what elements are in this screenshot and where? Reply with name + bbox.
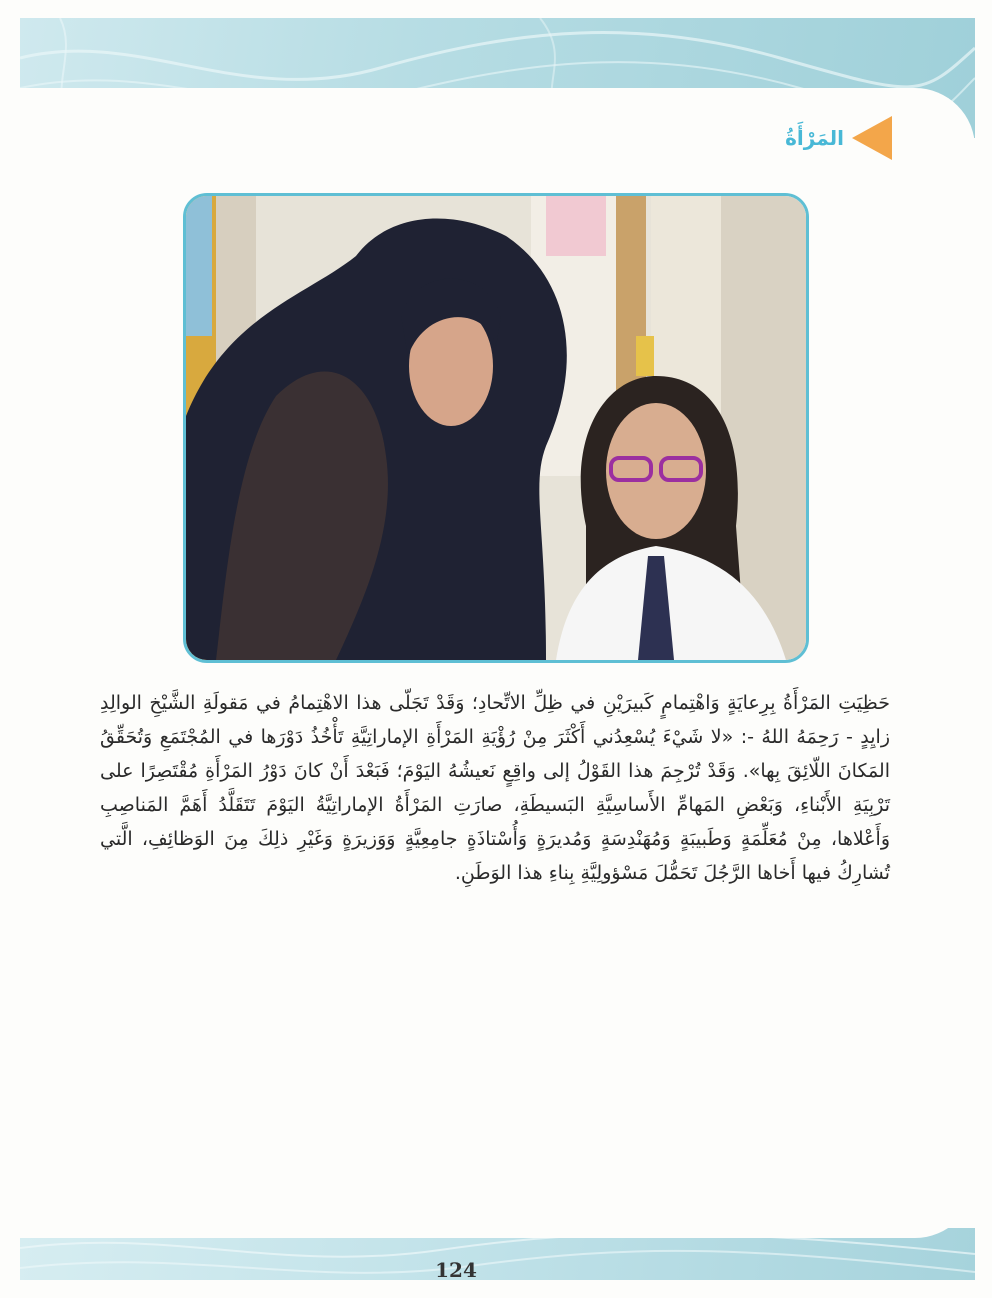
photo-illustration [186,196,806,660]
page-number [0,1258,992,1282]
section-header [785,116,892,160]
page-number-text: 124 [435,1258,477,1282]
orange-triangle-icon [852,116,892,160]
body-paragraph: حَظِيَتِ المَرْأَةُ بِرِعايَةٍ وَاهْتِمامٍ كَبيرَيْنِ في ظِلِّ الاتِّحادِ؛ وَقَدْ تَجَلّى هذا الاهْتِمامُ في مَقولَةِ الشَّيْخِ الوالِدِ زايِدٍ - رَحِمَهُ اللهُ -: «لا شَيْءَ يُسْعِدُني أَكْثَرَ مِنْ رُؤْيَةِ المَرْأَةِ الإماراتِيَّةِ تَأْخُذُ دَوْرَها في المُجْتَمَعِ وَتُحَقِّقُ المَكانَ اللّائِقَ بِها». وَقَدْ تُرْجِمَ هذا القَوْلُ إلى واقِعٍ نَعيشُهُ اليَوْمَ؛ فَبَعْدَ أَنْ كانَ دَوْرُ المَرْأَةِ مُقْتَصِرًا على تَرْبِيَةِ الأَبْناءِ، وَبَعْضِ المَهامِّ الأَساسِيَّةِ البَسيطَةِ، صارَتِ المَرْأَةُ الإماراتِيَّةُ اليَوْمَ تَتَقَلَّدُ أَهَمَّ المَناصِبِ وَأَعْلاها، مِنْ مُعَلِّمَةٍ وَطَبيبَةٍ وَمُهَنْدِسَةٍ وَمُديرَةٍ وَأُسْتاذَةٍ جامِعِيَّةٍ وَوَزيرَةٍ وَغَيْرِ ذلِكَ مِنَ الوَظائِفِ، الَّتي تُشارِكُ فيها أَخاها الرَّجُلَ تَحَمُّلَ مَسْؤولِيَّةِ بِناءِ هذا الوَطَنِ. [100,692,890,884]
photo-teacher-student [183,193,809,663]
section-title: المَرْأَةُ [785,126,844,150]
